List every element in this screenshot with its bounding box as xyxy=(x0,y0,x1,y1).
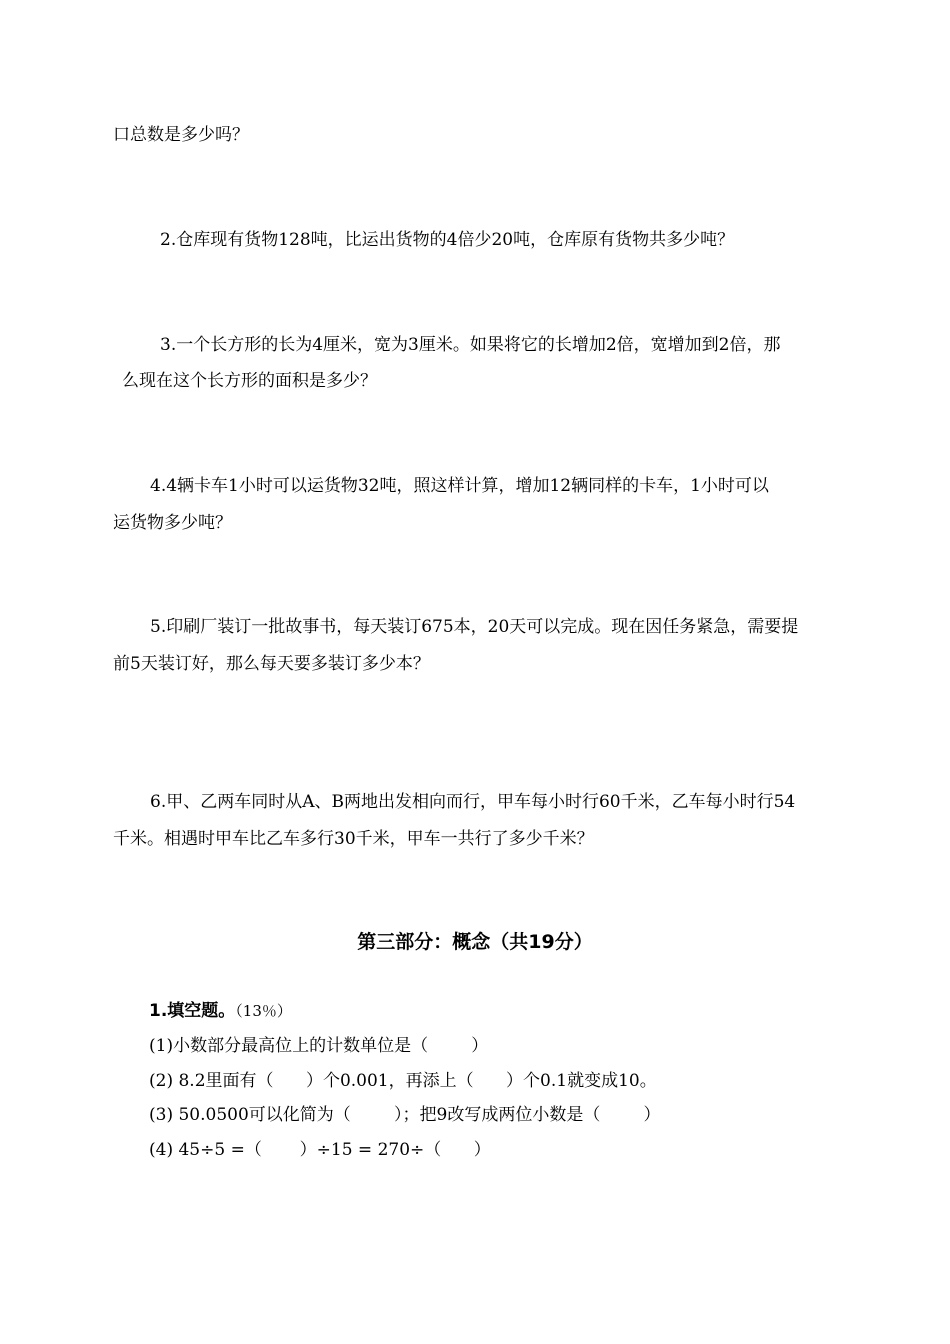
problem-6-line-1: 6.甲、乙两车同时从A、B两地出发相向而行，甲车每小时行60千米，乙车每小时行54 xyxy=(150,792,796,812)
problem-3-line-2: 么现在这个长方形的面积是多少？ xyxy=(122,371,377,391)
fill-blank-item-3: (3) 50.0500可以化简为（ ）；把9改写成两位小数是（ ） xyxy=(149,1105,661,1125)
fill-blank-item-2: (2) 8.2里面有（ ）个0.001，再添上（ ）个0.1就变成10。 xyxy=(149,1071,657,1091)
problem-2-line-1: 2.仓库现有货物128吨，比运出货物的4倍少20吨，仓库原有货物共多少吨？ xyxy=(160,230,735,250)
fill-blank-item-4: (4) 45÷5 =（ ）÷15 = 270÷（ ） xyxy=(149,1140,491,1160)
problem-6-line-2: 千米。相遇时甲车比乙车多行30千米，甲车一共行了多少千米？ xyxy=(113,829,594,849)
fill-blank-item-1: (1)小数部分最高位上的计数单位是（ ） xyxy=(149,1036,489,1056)
section-3-title: 第三部分：概念（共19分） xyxy=(357,931,593,953)
fill-blank-heading xyxy=(149,1000,292,1022)
problem-3-line-1: 3.一个长方形的长为4厘米，宽为3厘米。如果将它的长增加2倍，宽增加到2倍，那 xyxy=(160,335,781,355)
fill-blank-label: 1.填空题。 xyxy=(149,1001,236,1021)
continued-problem-text: 口总数是多少吗？ xyxy=(113,125,249,145)
problem-5-line-1: 5.印刷厂装订一批故事书，每天装订675本，20天可以完成。现在因任务紧急，需要提 xyxy=(150,617,799,637)
fill-blank-score: （13％） xyxy=(235,1002,292,1020)
problem-4-line-1: 4.4辆卡车1小时可以运货物32吨，照这样计算，增加12辆同样的卡车，1小时可以 xyxy=(150,476,769,496)
problem-4-line-2: 运货物多少吨？ xyxy=(113,513,232,533)
problem-5-line-2: 前5天装订好，那么每天要多装订多少本？ xyxy=(113,654,430,674)
